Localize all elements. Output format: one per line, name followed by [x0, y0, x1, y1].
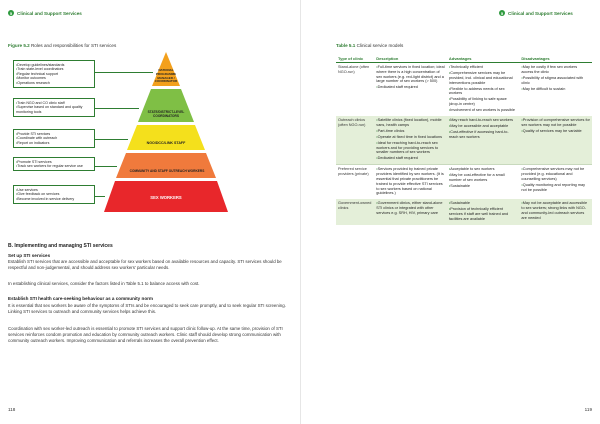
- connector-line: [95, 108, 139, 109]
- clinic-type-cell: Government-owned clinics: [336, 199, 374, 225]
- disadvantages-cell: [519, 165, 592, 199]
- tier-label-state: STATE/DISTRICT-LEVEL COORDINATORS: [147, 110, 185, 119]
- left-running-header: [8, 10, 82, 16]
- list-item: • May be cost-effective for a small number of sex workers: [449, 173, 518, 183]
- advantages-cell: [447, 116, 520, 165]
- section-number-icon: 5: [500, 10, 504, 16]
- list-item: • Quality monitoring and reporting may not be possible: [521, 183, 590, 193]
- tier-label-outreach: COMMUNITY AND STAFF OUTREACH WORKERS: [129, 169, 205, 173]
- connector-line: [95, 139, 128, 140]
- figure-number: Figure 5.2: [8, 43, 30, 48]
- connector-line: [95, 72, 153, 73]
- advantages-cell: [447, 165, 520, 199]
- list-item: • Supervise based on standard and quality monitoring tools: [16, 105, 92, 114]
- page-number-right: 119: [584, 407, 592, 412]
- list-item: • Flexible to address needs of sex workers: [449, 87, 518, 97]
- table-caption: Clinical service models: [355, 43, 404, 48]
- right-header-title: Clinical and Support Services: [508, 10, 573, 16]
- table-header-row: [336, 54, 592, 63]
- clinic-type-cell: Preferred service providers (private): [336, 165, 374, 199]
- list-item: • Dedicated staff required: [376, 156, 445, 161]
- list-item: • Operate at fixed time in fixed locations: [376, 135, 445, 140]
- left-header-title: Clinical and Support Services: [17, 10, 82, 16]
- list-item: • Provision of technically efficient services if staff are well trained and facilities are available: [449, 207, 518, 221]
- column-header: Type of clinic: [336, 54, 374, 63]
- list-item: • May reach hard-to-reach sex workers: [449, 118, 518, 123]
- description-cell: [374, 63, 447, 117]
- list-item: • Possibility of linking to safe space (drop-in centre): [449, 97, 518, 107]
- responsibility-box-sex-workers: [13, 185, 95, 204]
- tier-label-national: NATIONAL PROGRAMME MANAGER / COORDINATOR: [154, 68, 178, 84]
- list-item: • Possibility of stigma associated with clinic: [521, 76, 590, 86]
- list-item: • Government clinics, either stand-alone STI clinics or integrated with other services e.g. SRH, HIV, primary care: [376, 201, 445, 215]
- disadvantages-cell: [519, 199, 592, 225]
- clinic-type-cell: Stand-alone (often NGO-run): [338, 65, 370, 74]
- list-item: • May be costly if few sex workers access the clinic: [521, 65, 590, 75]
- setup-paragraph: Establish STI services that are accessible and acceptable for sex workers based on available resources and capacity. STI services should be respectful and non-judgemental, and should address sex workers' particular needs.: [8, 259, 282, 270]
- list-item: • Sustainable: [449, 201, 518, 206]
- list-item: • Comprehensive services may not be provided (e.g. educational and counselling services): [521, 167, 590, 181]
- list-item: • Cost-effective if accessing hard-to-reach sex workers: [449, 130, 518, 140]
- list-item: • Part-time clinics: [376, 129, 445, 134]
- list-item: • Use services: [16, 188, 92, 193]
- list-item: • Ideal for reaching hard-to-reach sex workers and for providing services to smaller numbers of sex workers: [376, 141, 445, 155]
- list-item: • Train NGO and CO clinic staff: [16, 101, 92, 106]
- tier-label-ngo: NGO/DCC/LINK STAFF: [146, 141, 186, 145]
- norm-heading: Establish STI health care-seeking behaviour as a community norm: [8, 296, 154, 301]
- pyramid-tier-outreach: [116, 153, 216, 178]
- advantages-cell: [447, 199, 520, 225]
- figure-title: [8, 43, 116, 48]
- advantages-cell: [447, 63, 520, 117]
- clinic-type-cell: Outreach clinics (often NGO-run): [336, 116, 374, 165]
- right-running-header: [499, 10, 573, 16]
- list-item: • Train state-level coordinators: [16, 67, 92, 72]
- section-heading: B. Implementing and managing STI services: [8, 243, 113, 249]
- table-title: [336, 43, 403, 48]
- list-item: • Promote STI services: [16, 160, 92, 165]
- list-item: • Quality of services may be variable: [521, 129, 590, 134]
- responsibility-box-national: [13, 60, 95, 88]
- table-row: [336, 63, 592, 117]
- responsibility-box-state: [13, 98, 95, 117]
- list-item: • Operations research: [16, 81, 92, 86]
- list-item: • Regular technical support: [16, 72, 92, 77]
- column-header: Description: [374, 54, 447, 63]
- list-item: • Report on indicators: [16, 141, 92, 146]
- list-item: • May be accessible and acceptable: [449, 124, 518, 129]
- list-item: • Dedicated staff required: [376, 85, 445, 90]
- list-item: • Satellite clinics (fixed location), mobile vans, health camps: [376, 118, 445, 128]
- clinical-service-models-table: [336, 54, 592, 225]
- table-row: [336, 199, 592, 225]
- figure-caption: Roles and responsibilities for STI services: [29, 43, 117, 48]
- description-cell: [374, 116, 447, 165]
- coordination-paragraph: Coordination with sex worker-led outreach is essential to promote STI services and support clinic follow-up. At the same time, provision of STI services reinforces condom promotion and education by community outreach workers. Clinic staff should develop strong communication with community outreach workers. Improving communication and referrals increases the overall prevention effect.: [8, 326, 283, 343]
- description-cell: [374, 199, 447, 225]
- table-number: Table 5.1: [336, 43, 356, 48]
- description-cell: [374, 165, 447, 199]
- table-row: [336, 165, 592, 199]
- list-item: • Sustainable: [449, 184, 518, 189]
- list-item: • Become involved in service delivery: [16, 197, 92, 202]
- establish-paragraph: In establishing clinical services, consider the factors listed in Table 5.1 to balance access with cost.: [8, 281, 200, 286]
- list-item: • Involvement of sex workers is possible: [449, 108, 518, 113]
- list-item: • Monitor outcomes: [16, 76, 92, 81]
- column-header: Advantages: [447, 54, 520, 63]
- pyramid-tier-ngo: [127, 125, 205, 150]
- list-item: • Give feedback on services: [16, 192, 92, 197]
- tier-label-sex-workers: SEX WORKERS: [150, 195, 182, 200]
- list-item: • May be difficult to sustain: [521, 87, 590, 92]
- column-header: Disadvantages: [519, 54, 592, 63]
- disadvantages-cell: [519, 116, 592, 165]
- section-number-icon: 5: [9, 10, 13, 16]
- list-item: • Coordinate with outreach: [16, 136, 92, 141]
- disadvantages-cell: [519, 63, 592, 117]
- setup-heading: Set up STI services: [8, 253, 51, 258]
- connector-line: [95, 166, 117, 167]
- list-item: • Full-time services in fixed location; ideal where there is a high concentration of sex workers (e.g. red-light district) and a large number of sex workers (> 500): [376, 65, 445, 84]
- connector-line: [95, 196, 105, 197]
- responsibility-box-outreach: [13, 157, 95, 171]
- table-row: [336, 116, 592, 165]
- page-number-left: 118: [8, 407, 16, 412]
- list-item: • Technically efficient: [449, 65, 518, 70]
- list-item: • Provision of comprehensive services for sex workers may not be possible: [521, 118, 590, 128]
- list-item: • Comprehensive services may be provided, incl. clinical and educational interventions possible: [449, 71, 518, 85]
- list-item: • Provide STI services: [16, 132, 92, 137]
- list-item: • May not be acceptable and accessible to sex workers; strong links with NGO- and community-led outreach services are needed: [521, 201, 590, 220]
- responsibility-box-ngo: [13, 129, 95, 148]
- list-item: • Develop guidelines/standards: [16, 63, 92, 68]
- norm-paragraph: It is essential that sex workers be aware of the symptoms of STIs and be encouraged to seek care promptly, and to seek regular STI screening. Linking STI services to outreach and community services helps achieve this.: [8, 303, 286, 314]
- list-item: • Services provided by trained private providers identified by sex workers. (It is essential that private practitioners be trained to provide effective STI services to sex workers based on national guidelines.): [376, 167, 445, 196]
- list-item: • Acceptable to sex workers: [449, 167, 518, 172]
- list-item: • Track sex workers for regular service use: [16, 164, 92, 169]
